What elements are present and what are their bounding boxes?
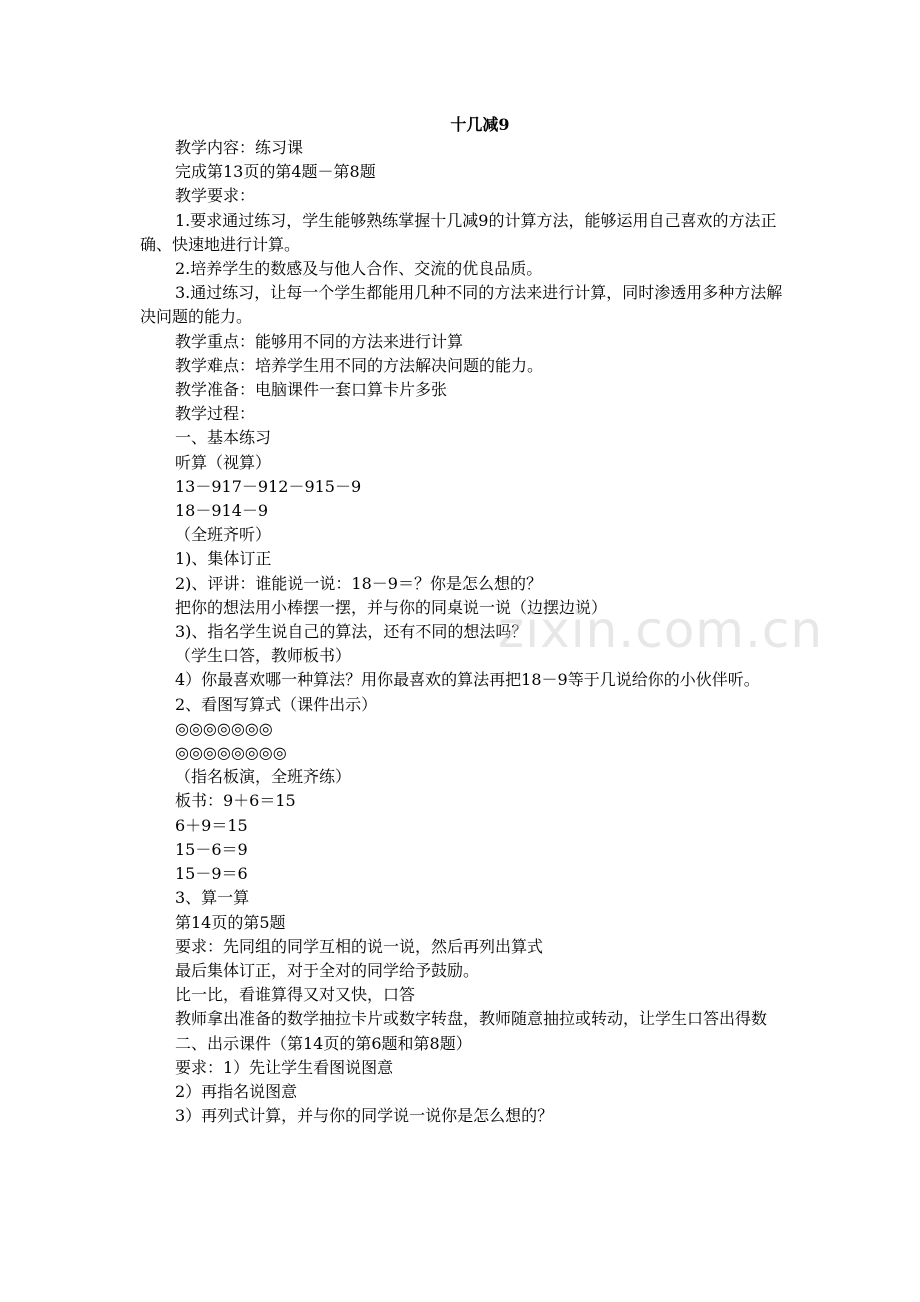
paragraph-expressions-2: 18－914－9	[175, 501, 269, 521]
paragraph-step-4: 4）你最喜欢哪一种算法？用你最喜欢的算法再把18－9等于几说给你的小伙伴听。	[175, 670, 760, 690]
paragraph-class-listen: （全班齐听）	[175, 525, 272, 545]
paragraph-process-heading: 教学过程：	[175, 404, 256, 424]
document-title: 十几减9	[450, 115, 510, 134]
paragraph-requirement-3: 3.通过练习，让每一个学生都能用几种不同的方法来进行计算，同时渗透用多种方法解决问题的能力。	[140, 283, 783, 327]
paragraph-circles-8: ◎◎◎◎◎◎◎◎	[175, 743, 287, 763]
paragraph-circles-7: ◎◎◎◎◎◎◎	[175, 718, 273, 738]
paragraph-requirement-2: 2.培养学生的数感及与他人合作、交流的优良品质。	[175, 259, 543, 279]
paragraph-compare: 比一比，看谁算得又对又快，口答	[175, 985, 416, 1005]
paragraph-difficulty: 教学难点：培养学生用不同的方法解决问题的能力。	[175, 355, 544, 375]
paragraph-board-3: 15－6＝9	[175, 839, 248, 859]
paragraph-page-14-q5: 第14页的第5题	[175, 912, 286, 932]
paragraph-board-2: 6＋9＝15	[175, 815, 248, 835]
watermark-text: zixin.com.cn	[498, 601, 824, 659]
paragraph-cards: 教师拿出准备的数学抽拉卡片或数字转盘，教师随意抽拉或转动，让学生口答出得数	[175, 1009, 768, 1029]
paragraph-board-4: 15－9＝6	[175, 864, 248, 884]
paragraph-step-1: 1)、集体订正	[175, 549, 272, 569]
paragraph-sticks: 把你的想法用小棒摆一摆，并与你的同桌说一说（边摆边说）	[175, 597, 608, 617]
paragraph-expressions-1: 13－917－912－915－9	[175, 476, 362, 496]
paragraph-requirement-1: 1.要求通过练习，学生能够熟练掌握十几减9的计算方法，能够运用自己喜欢的方法正确、快速地进行计算。	[140, 210, 777, 254]
paragraph-step-3: 3)、指名学生说自己的算法，还有不同的想法吗？	[175, 622, 528, 642]
paragraph-board-1: 板书：9＋6＝15	[175, 791, 296, 811]
paragraph-board-practice: （指名板演，全班齐练）	[175, 767, 352, 787]
paragraph-section-4: 二、出示课件（第14页的第6题和第8题）	[175, 1033, 472, 1053]
paragraph-final-correction: 最后集体订正，对于全对的同学给予鼓励。	[175, 960, 480, 980]
paragraph-step-2: 2)、评讲：谁能说一说：18－9＝？你是怎么想的？	[175, 573, 542, 593]
document-body	[140, 136, 785, 1128]
paragraph-section-1: 一、基本练习	[175, 428, 272, 448]
paragraph-requirements-heading: 教学要求：	[175, 186, 256, 206]
paragraph-listen-calc: 听算（视算）	[175, 452, 272, 472]
paragraph-oral-answer: （学生口答，教师板书）	[175, 646, 352, 666]
paragraph-req-view: 要求：1）先让学生看图说图意	[175, 1057, 394, 1077]
paragraph-req-describe: 2）再指名说图意	[175, 1081, 298, 1101]
paragraph-section-2: 2、看图写算式（课件出示）	[175, 694, 378, 714]
paragraph-teaching-content: 教学内容：练习课	[175, 138, 304, 157]
paragraph-section-3: 3、算一算	[175, 888, 250, 908]
paragraph-group-requirement: 要求：先同组的同学互相的说一说，然后再列出算式	[175, 936, 544, 956]
paragraph-complete-pages: 完成第13页的第4题－第8题	[175, 162, 376, 182]
paragraph-preparation: 教学准备：电脑课件一套口算卡片多张	[175, 380, 448, 400]
paragraph-key-point: 教学重点：能够用不同的方法来进行计算	[175, 331, 464, 351]
paragraph-req-calculate: 3）再列式计算，并与你的同学说一说你是怎么想的？	[175, 1106, 554, 1126]
